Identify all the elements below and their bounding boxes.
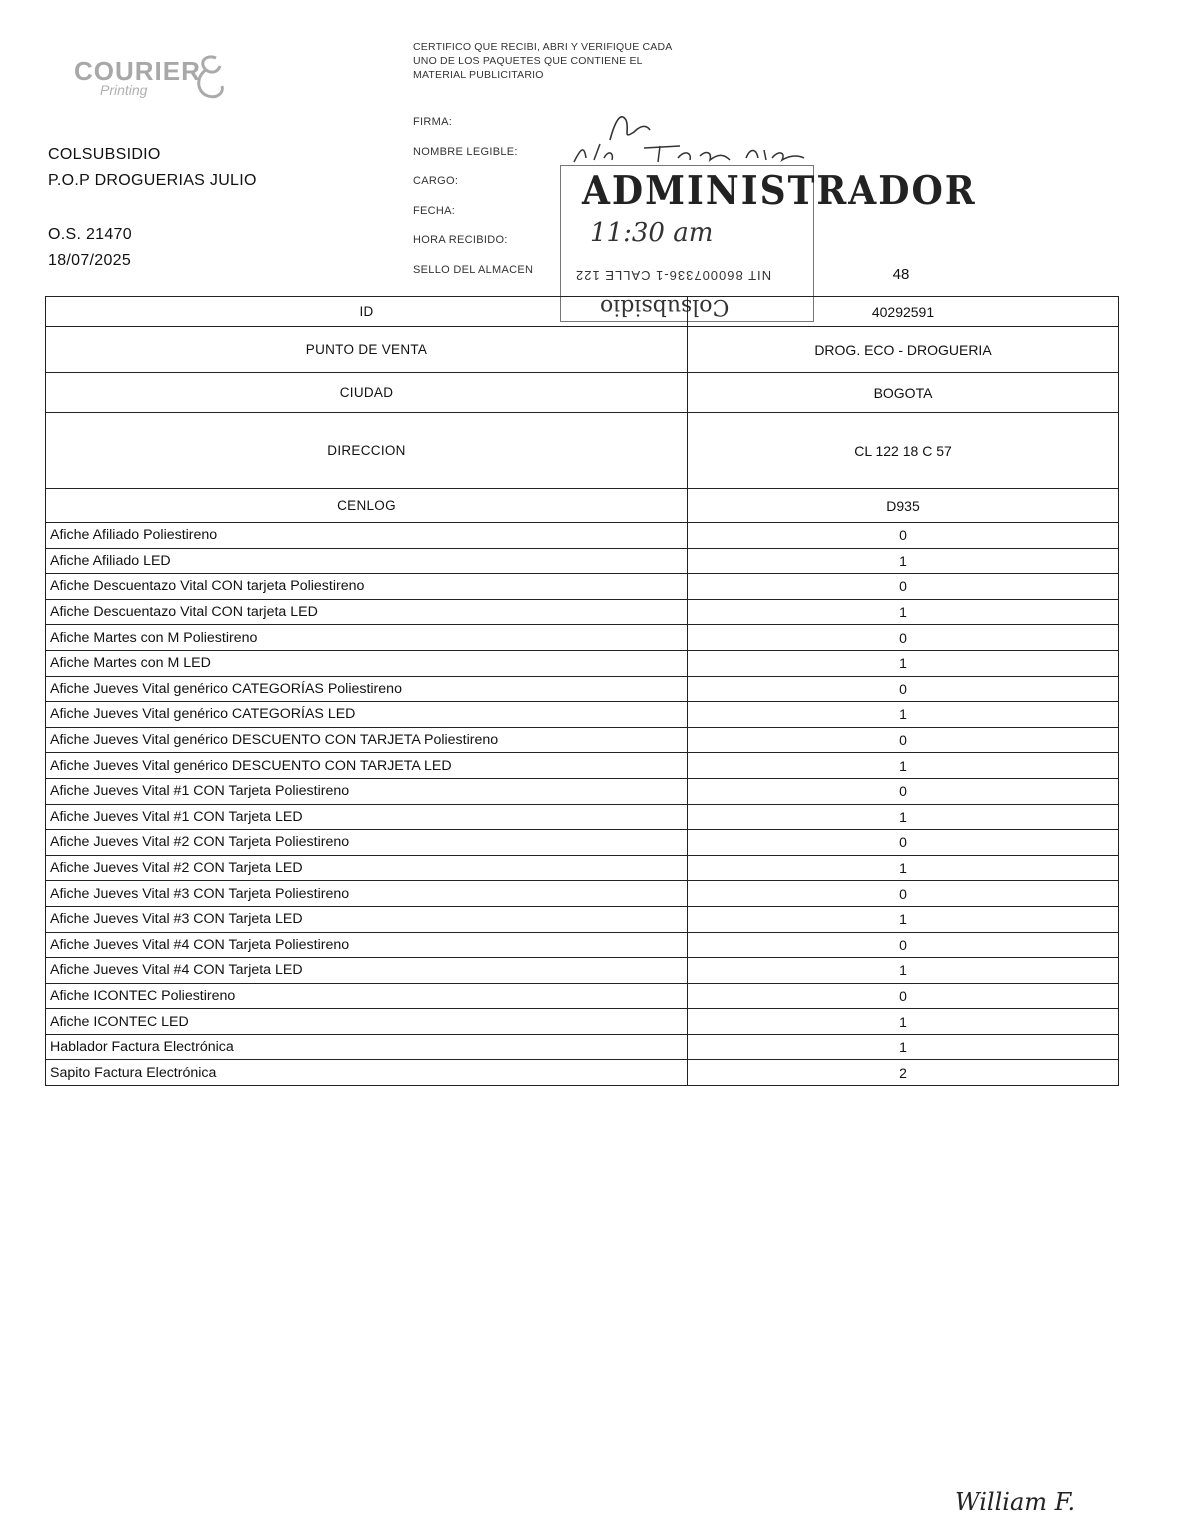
item-name: Afiche Descuentazo Vital CON tarjeta LED — [46, 599, 688, 625]
table-row — [46, 489, 1119, 523]
row-value-ciudad: BOGOTA — [688, 373, 1119, 413]
handwritten-time: 11:30 am — [590, 218, 714, 248]
item-name: Afiche Jueves Vital genérico CATEGORÍAS Poliestireno — [46, 676, 688, 702]
order-block — [48, 222, 132, 274]
order-number: O.S. 21470 — [48, 226, 132, 243]
table-row — [46, 548, 1119, 574]
item-name: Afiche Jueves Vital #2 CON Tarjeta LED — [46, 855, 688, 881]
handwritten-signature-icon — [560, 100, 820, 170]
item-name: Afiche Afiliado Poliestireno — [46, 523, 688, 549]
row-value-cenlog: D935 — [688, 489, 1119, 523]
table-row — [46, 983, 1119, 1009]
courier-printing-logo — [70, 52, 230, 104]
item-name: Afiche Jueves Vital genérico DESCUENTO CON TARJETA Poliestireno — [46, 727, 688, 753]
item-qty: 0 — [688, 778, 1119, 804]
field-sello: SELLO DEL ALMACEN — [413, 263, 534, 276]
item-qty: 0 — [688, 881, 1119, 907]
item-name: Sapito Factura Electrónica — [46, 1060, 688, 1086]
item-qty: 0 — [688, 983, 1119, 1009]
table-row — [46, 881, 1119, 907]
table-row — [46, 855, 1119, 881]
item-qty: 1 — [688, 599, 1119, 625]
item-name: Afiche Jueves Vital genérico DESCUENTO CON TARJETA LED — [46, 753, 688, 779]
certification-fields — [413, 114, 533, 291]
item-qty: 0 — [688, 932, 1119, 958]
item-name: Afiche Martes con M LED — [46, 650, 688, 676]
table-row — [46, 650, 1119, 676]
table-row — [46, 676, 1119, 702]
table-row — [46, 625, 1119, 651]
item-qty: 1 — [688, 702, 1119, 728]
table-row — [46, 297, 1119, 327]
table-row — [46, 373, 1119, 413]
field-firma: FIRMA: — [413, 116, 453, 128]
table-row — [46, 753, 1119, 779]
table-row — [46, 599, 1119, 625]
stamp-nit: NIT 860007336-1 CALLE 122 — [575, 268, 772, 283]
item-qty: 1 — [688, 753, 1119, 779]
item-qty: 0 — [688, 574, 1119, 600]
table-row — [46, 327, 1119, 373]
handwritten-role: ADMINISTRADOR — [582, 167, 977, 215]
item-name: Afiche Jueves Vital #4 CON Tarjeta Poliestireno — [46, 932, 688, 958]
item-qty: 1 — [688, 548, 1119, 574]
row-label-ciudad: CIUDAD — [46, 373, 688, 413]
item-name: Afiche Jueves Vital #3 CON Tarjeta Poliestireno — [46, 881, 688, 907]
row-label-cenlog: CENLOG — [46, 489, 688, 523]
logo-sub: Printing — [100, 82, 148, 98]
item-name: Afiche Descuentazo Vital CON tarjeta Poliestireno — [46, 574, 688, 600]
row-value-id: 40292591 — [688, 297, 1119, 327]
item-qty: 1 — [688, 1009, 1119, 1035]
table-row — [46, 1060, 1119, 1086]
item-name: Afiche Jueves Vital #1 CON Tarjeta Poliestireno — [46, 778, 688, 804]
footer-signature: William F. — [955, 1488, 1076, 1516]
item-qty: 1 — [688, 855, 1119, 881]
table-row — [46, 574, 1119, 600]
client-name: COLSUBSIDIO — [48, 146, 161, 163]
logo-ampersand-icon — [188, 52, 228, 104]
table-row — [46, 932, 1119, 958]
order-date: 18/07/2025 — [48, 252, 132, 269]
table-row — [46, 1009, 1119, 1035]
item-name: Afiche ICONTEC LED — [46, 1009, 688, 1035]
item-qty: 0 — [688, 676, 1119, 702]
item-name: Afiche Jueves Vital #1 CON Tarjeta LED — [46, 804, 688, 830]
client-block — [48, 142, 257, 194]
boxes-count: 48 — [892, 266, 910, 283]
certification-text: CERTIFICO QUE RECIBI, ABRI Y VERIFIQUE CADA UNO DE LOS PAQUETES QUE CONTIENE EL MATERIAL PUBLICITARIO — [413, 41, 672, 81]
item-name: Hablador Factura Electrónica — [46, 1034, 688, 1060]
item-name: Afiche Jueves Vital genérico CATEGORÍAS LED — [46, 702, 688, 728]
item-qty: 1 — [688, 958, 1119, 984]
campaign-name: P.O.P DROGUERIAS JULIO — [48, 172, 257, 189]
field-fecha: FECHA: — [413, 204, 456, 217]
table-row — [46, 727, 1119, 753]
table-row — [46, 906, 1119, 932]
item-qty: 1 — [688, 1034, 1119, 1060]
item-qty: 2 — [688, 1060, 1119, 1086]
item-qty: 0 — [688, 625, 1119, 651]
item-name: Afiche ICONTEC Poliestireno — [46, 983, 688, 1009]
row-value-direccion: CL 122 18 C 57 — [688, 413, 1119, 489]
logo-word: COURIER — [74, 56, 201, 86]
item-name: Afiche Jueves Vital #2 CON Tarjeta Poliestireno — [46, 830, 688, 856]
table-row — [46, 413, 1119, 489]
row-label-id: ID — [46, 297, 688, 327]
item-qty: 0 — [688, 830, 1119, 856]
item-name: Afiche Afiliado LED — [46, 548, 688, 574]
item-qty: 1 — [688, 650, 1119, 676]
field-hora: HORA RECIBIDO: — [413, 234, 508, 246]
item-qty: 1 — [688, 804, 1119, 830]
row-label-direccion: DIRECCION — [46, 413, 688, 489]
item-qty: 0 — [688, 523, 1119, 549]
table-row — [46, 778, 1119, 804]
item-name: Afiche Jueves Vital #3 CON Tarjeta LED — [46, 906, 688, 932]
table-row — [46, 830, 1119, 856]
table-row — [46, 958, 1119, 984]
table-row — [46, 702, 1119, 728]
field-nombre: NOMBRE LEGIBLE: — [413, 145, 518, 158]
item-qty: 1 — [688, 906, 1119, 932]
item-qty: 0 — [688, 727, 1119, 753]
table-row — [46, 804, 1119, 830]
table-row — [46, 1034, 1119, 1060]
field-cargo: CARGO: — [413, 175, 459, 187]
item-name: Afiche Jueves Vital #4 CON Tarjeta LED — [46, 958, 688, 984]
table-row — [46, 523, 1119, 549]
delivery-table — [45, 296, 1119, 1086]
row-value-punto-venta: DROG. ECO - DROGUERIA — [688, 327, 1119, 373]
stamp-brand: Colsubsidio — [600, 294, 730, 319]
row-label-punto-venta: PUNTO DE VENTA — [46, 327, 688, 373]
item-name: Afiche Martes con M Poliestireno — [46, 625, 688, 651]
